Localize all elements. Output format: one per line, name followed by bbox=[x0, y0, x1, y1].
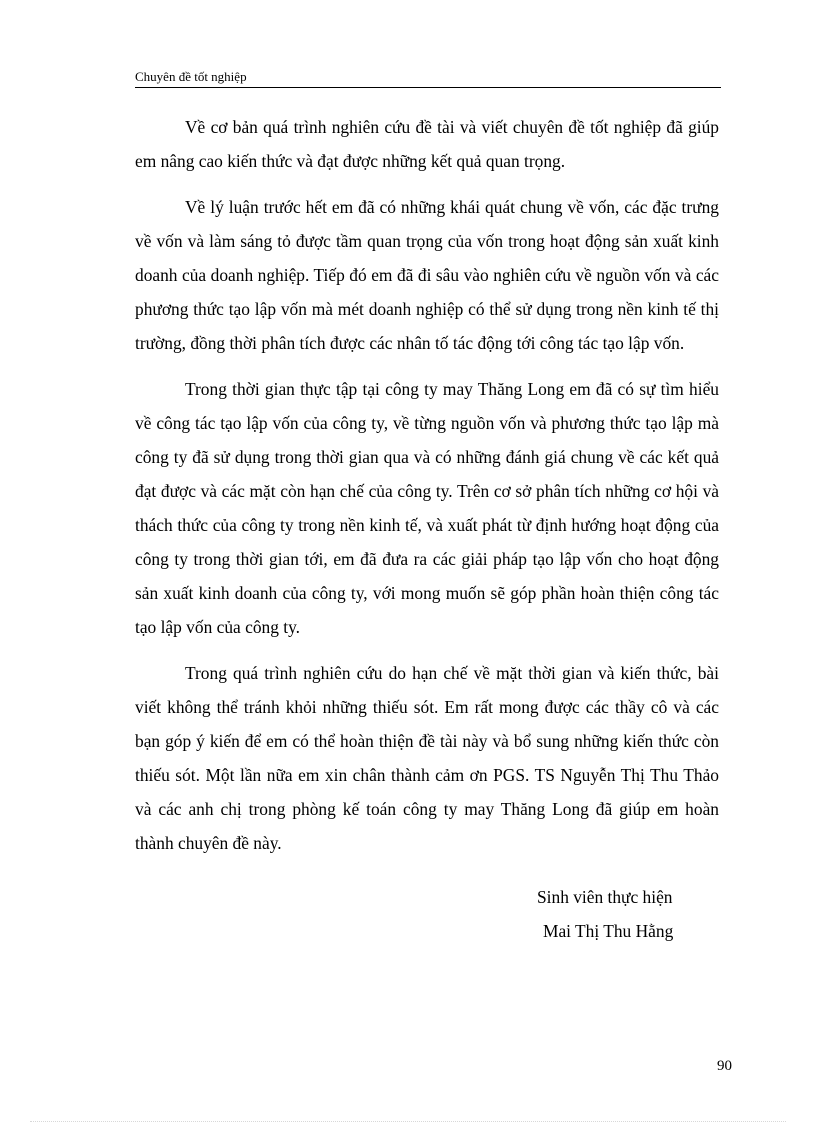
page-bottom-divider bbox=[30, 1121, 786, 1122]
paragraph-acknowledgement: Trong quá trình nghiên cứu do hạn chế về mặt thời gian và kiến thức, bài viết không thể tránh khỏi những thiếu sót. Em rất mong được các thầy cô và các bạn góp ý kiến để em có thể hoàn thiện đề tài này và bổ sung những kiến thức còn thiếu sót. Một lần nữa em xin chân thành cảm ơn PGS. TS Nguyễn Thị Thu Thảo và các anh chị trong phòng kế toán công ty may Thăng Long đã giúp em hoàn thành chuyên đề này. bbox=[135, 663, 719, 853]
page-number: 90 bbox=[717, 1058, 732, 1074]
signature-name: Mai Thị Thu Hằng bbox=[543, 921, 674, 941]
signature-role: Sinh viên thực hiện bbox=[537, 887, 673, 907]
paragraph-summary: Về cơ bản quá trình nghiên cứu đề tài và viết chuyên đề tốt nghiệp đã giúp em nâng cao kiến thức và đạt được những kết quả quan trọng. bbox=[135, 117, 719, 171]
page-header bbox=[135, 68, 721, 88]
document-body bbox=[135, 110, 719, 872]
header-title: Chuyên đề tốt nghiệp bbox=[135, 69, 247, 84]
signature-block bbox=[537, 880, 673, 948]
paragraph-internship: Trong thời gian thực tập tại công ty may Thăng Long em đã có sự tìm hiểu về công tác tạo lập vốn của công ty, về từng nguồn vốn và phương thức tạo lập mà công ty đã sử dụng trong thời gian qua và có những đánh giá chung về các kết quả đạt được và các mặt còn hạn chế của công ty. Trên cơ sở phân tích những cơ hội và thách thức của công ty trong nền kinh tế, và xuất phát từ định hướng hoạt động của công ty trong thời gian tới, em đã đưa ra các giải pháp tạo lập vốn cho hoạt động sản xuất kinh doanh của công ty, với mong muốn sẽ góp phần hoàn thiện công tác tạo lập vốn của công ty. bbox=[135, 379, 719, 637]
paragraph-theory: Về lý luận trước hết em đã có những khái quát chung về vốn, các đặc trưng về vốn và làm sáng tỏ được tầm quan trọng của vốn trong hoạt động sản xuất kinh doanh của doanh nghiệp. Tiếp đó em đã đi sâu vào nghiên cứu về nguồn vốn và các phương thức tạo lập vốn mà mét doanh nghiệp có thể sử dụng trong nền kinh tế thị trường, đồng thời phân tích được các nhân tố tác động tới công tác tạo lập vốn. bbox=[135, 197, 719, 353]
